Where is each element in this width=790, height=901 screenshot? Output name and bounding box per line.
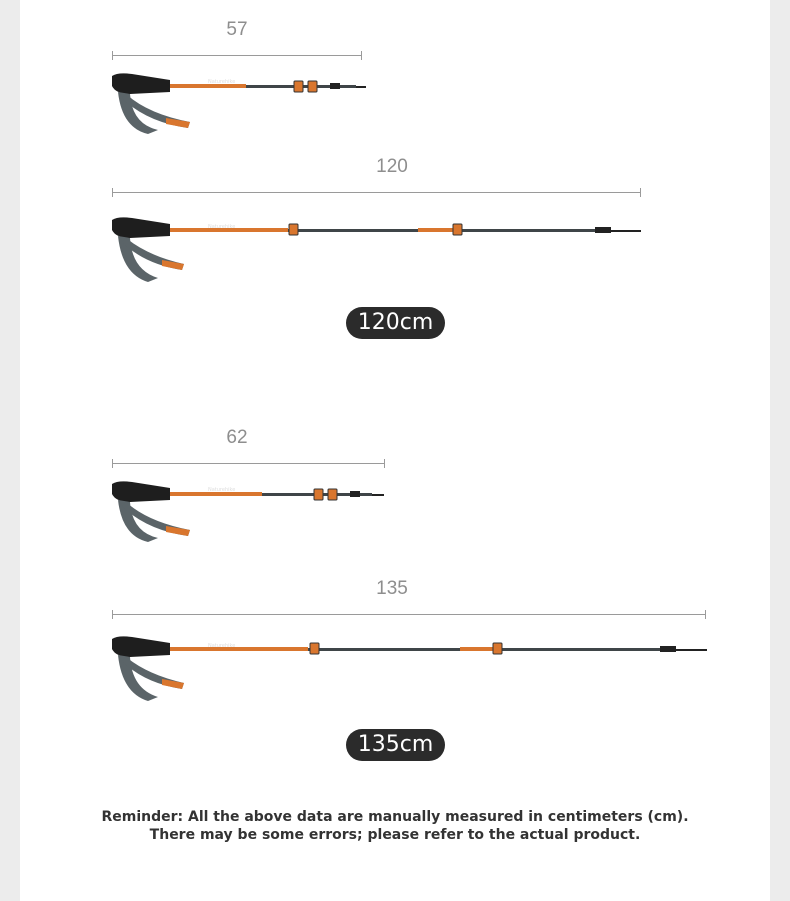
reminder-line: There may be some errors; please refer to the actual product.: [149, 827, 641, 843]
reminder-note: [20, 808, 770, 844]
dimension-line: [112, 192, 641, 193]
length-badge: 120cm: [346, 307, 445, 339]
dimension-label: 62: [226, 427, 248, 448]
trekking-pole-image: [108, 212, 648, 286]
dimension-line: [112, 55, 362, 56]
reminder-line: Reminder: All the above data are manually measured in centimeters (cm).: [101, 809, 689, 825]
dimension-label: 120: [376, 156, 408, 177]
trekking-pole-image: [108, 631, 712, 705]
dimension-label: 135: [376, 578, 408, 599]
dimension-label: 57: [226, 19, 248, 40]
brand-logo: Naturehike: [208, 224, 236, 230]
dimension-line: [112, 463, 385, 464]
brand-logo: Naturehike: [208, 487, 236, 493]
dimension-line: [112, 614, 706, 615]
trekking-pole-image: [108, 476, 392, 548]
trekking-pole-image: [108, 68, 370, 140]
brand-logo: Naturehike: [208, 79, 236, 85]
length-badge: 135cm: [346, 729, 445, 761]
brand-logo: Naturehike: [208, 643, 236, 649]
